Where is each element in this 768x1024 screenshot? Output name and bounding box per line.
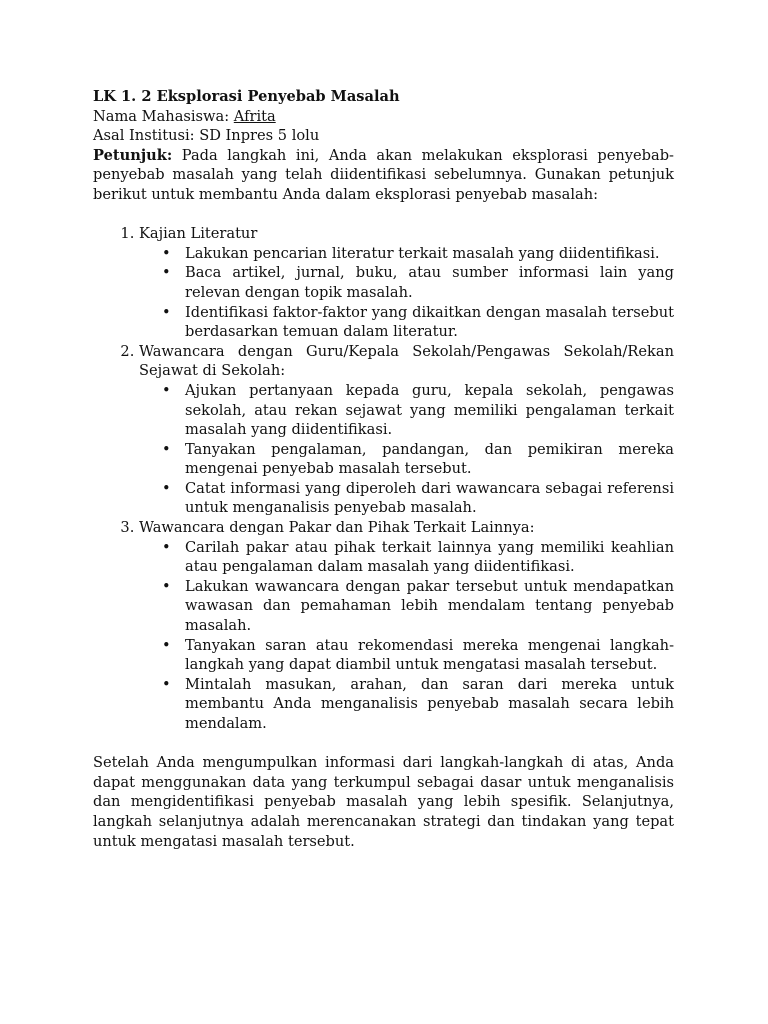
student-line <box>93 107 674 127</box>
instructions-label: Petunjuk: <box>93 146 173 164</box>
instructions-text: Pada langkah ini, Anda akan melakukan eksplorasi penyebab-penyebab masalah yang telah diidentifikasi sebelumnya. Gunakan petunjuk berikut untuk membantu Anda dalam eksplorasi penyebab masalah: <box>93 146 674 203</box>
step-title: 2. Wawancara dengan Guru/Kepala Sekolah/Pengawas Sekolah/Rekan Sejawat di Sekolah: <box>139 342 674 380</box>
step-title: 1. Kajian Literatur <box>139 225 258 243</box>
bullet-item: • Carilah pakar atau pihak terkait lainnya yang memiliki keahlian atau pengalaman dalam masalah yang diidentifikasi. <box>185 538 674 577</box>
closing-paragraph: Setelah Anda mengumpulkan informasi dari langkah-langkah di atas, Anda dapat menggunakan data yang terkumpul sebagai dasar untuk menganalisis dan mengidentifikasi penyebab masalah yang lebih spesifik. Selanjutnya, langkah selanjutnya adalah merencanakan strategi dan tindakan yang tepat untuk mengatasi masalah tersebut. <box>93 754 674 850</box>
student-name: Afrita <box>233 107 276 125</box>
instructions-paragraph <box>93 146 674 205</box>
document-title: LK 1. 2 Eksplorasi Penyebab Masalah <box>93 88 400 105</box>
bullet-item: • Mintalah masukan, arahan, dan saran dari mereka untuk membantu Anda menganalisis penyebab masalah secara lebih mendalam. <box>185 675 674 734</box>
bullet-item: • Identifikasi faktor-faktor yang dikaitkan dengan masalah tersebut berdasarkan temuan dalam literatur. <box>185 303 674 342</box>
step-item <box>139 342 674 518</box>
bullet-item: • Lakukan wawancara dengan pakar tersebut untuk mendapatkan wawasan dan pemahaman lebih mendalam tentang penyebab masalah. <box>185 577 674 636</box>
step-item <box>139 518 674 734</box>
bullet-list <box>139 244 674 342</box>
steps-list <box>93 224 674 733</box>
institution-line: Asal Institusi: SD Inpres 5 lolu <box>93 127 320 145</box>
bullet-list <box>139 538 674 734</box>
bullet-item: • Tanyakan pengalaman, pandangan, dan pemikiran mereka mengenai penyebab masalah tersebut. <box>185 440 674 479</box>
bullet-item: • Lakukan pencarian literatur terkait masalah yang diidentifikasi. <box>185 244 674 264</box>
document-page <box>93 87 674 851</box>
step-item <box>139 224 674 342</box>
bullet-item: • Tanyakan saran atau rekomendasi mereka mengenai langkah-langkah yang dapat diambil untuk mengatasi masalah tersebut. <box>185 636 674 675</box>
step-title: 3. Wawancara dengan Pakar dan Pihak Terkait Lainnya: <box>139 519 535 537</box>
bullet-item: • Catat informasi yang diperoleh dari wawancara sebagai referensi untuk menganalisis penyebab masalah. <box>185 479 674 518</box>
bullet-item: • Baca artikel, jurnal, buku, atau sumber informasi lain yang relevan dengan topik masalah. <box>185 263 674 302</box>
bullet-list <box>139 381 674 518</box>
bullet-item: • Ajukan pertanyaan kepada guru, kepala sekolah, pengawas sekolah, atau rekan sejawat yang memiliki pengalaman terkait masalah yang diidentifikasi. <box>185 381 674 440</box>
student-label: Nama Mahasiswa: <box>93 107 234 125</box>
